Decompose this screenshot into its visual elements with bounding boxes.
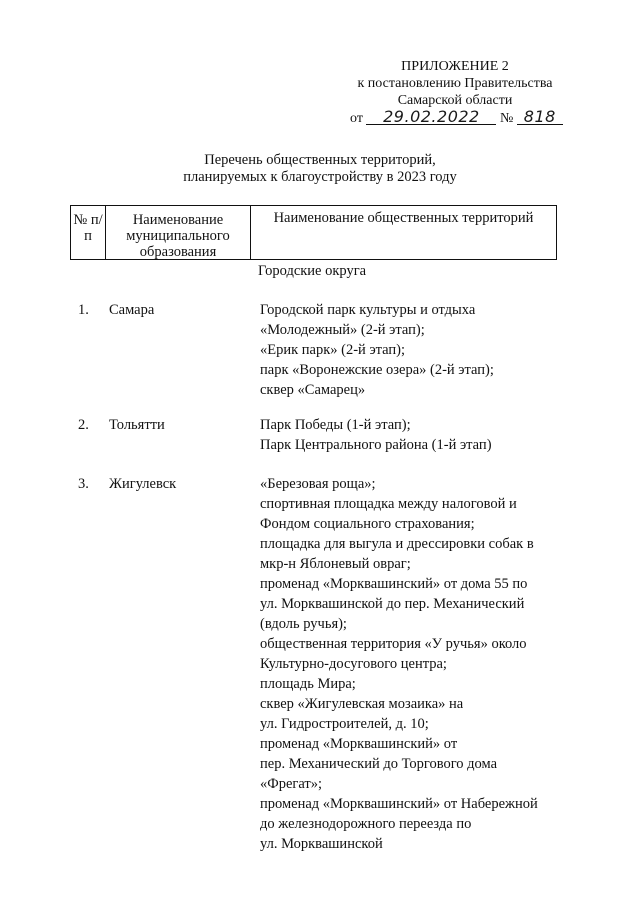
date-prefix: от bbox=[350, 111, 363, 126]
territory-line: ул. Морквашинской bbox=[260, 836, 383, 852]
row-city: Тольятти bbox=[109, 417, 165, 433]
table-header bbox=[70, 205, 557, 260]
territory-line: променад «Морквашинский» от bbox=[260, 736, 458, 752]
territory-line: площадь Мира; bbox=[260, 676, 356, 692]
territory-line: Парк Победы (1-й этап); bbox=[260, 417, 411, 433]
territory-line: пер. Механический до Торгового дома bbox=[260, 756, 498, 772]
row-number: 3. bbox=[78, 476, 89, 492]
territory-line: «Березовая роща»; bbox=[260, 476, 376, 492]
row-number: 1. bbox=[78, 302, 89, 318]
territory-line: спортивная площадка между налоговой и bbox=[260, 496, 517, 512]
appendix-line-2: Самарской области bbox=[397, 93, 513, 108]
header-municipality: Наименование муниципального образования bbox=[106, 206, 251, 259]
header-territories: Наименование общественных территорий bbox=[273, 210, 534, 226]
territory-line: Городской парк культуры и отдыха bbox=[260, 302, 476, 318]
territory-line: мкр-н Яблоневый овраг; bbox=[260, 556, 411, 572]
handwritten-date: 29.02.2022 bbox=[366, 109, 496, 125]
title-line-1: Перечень общественных территорий, bbox=[204, 152, 436, 168]
territory-line: променад «Морквашинский» от дома 55 по bbox=[260, 576, 528, 592]
territory-line: «Фрегат»; bbox=[260, 776, 323, 792]
territory-line: до железнодорожного переезда по bbox=[260, 816, 472, 832]
header-num: № п/п bbox=[71, 206, 106, 259]
appendix-block bbox=[330, 58, 580, 127]
number-prefix: № bbox=[499, 111, 514, 126]
territory-line: парк «Воронежские озера» (2-й этап); bbox=[260, 362, 494, 378]
territory-line: променад «Морквашинский» от Набережной bbox=[260, 796, 538, 812]
row-number: 2. bbox=[78, 417, 89, 433]
territory-line: сквер «Жигулевская мозаика» на bbox=[260, 696, 464, 712]
row-territories bbox=[260, 300, 600, 400]
title-line-2: планируемых к благоустройству в 2023 году bbox=[183, 169, 457, 185]
territory-line: общественная территория «У ручья» около bbox=[260, 636, 527, 652]
territory-line: Культурно-досугового центра; bbox=[260, 656, 447, 672]
territory-line: сквер «Самарец» bbox=[260, 382, 366, 398]
territory-line: Парк Центрального района (1-й этап) bbox=[260, 437, 492, 453]
territory-line: площадка для выгула и дрессировки собак в bbox=[260, 536, 534, 552]
territory-line: Фондом социального страхования; bbox=[260, 516, 475, 532]
territory-line: (вдоль ручья); bbox=[260, 616, 347, 632]
appendix-line-1: к постановлению Правительства bbox=[357, 76, 553, 91]
row-city: Жигулевск bbox=[109, 476, 177, 492]
date-number-line bbox=[330, 109, 580, 127]
handwritten-number: 818 bbox=[517, 109, 563, 125]
appendix-title: ПРИЛОЖЕНИЕ 2 bbox=[401, 59, 509, 74]
territory-line: ул. Морквашинской до пер. Механический bbox=[260, 596, 525, 612]
territory-line: ул. Гидростроителей, д. 10; bbox=[260, 716, 429, 732]
territory-line: «Ерик парк» (2-й этап); bbox=[260, 342, 406, 358]
row-city: Самара bbox=[109, 302, 155, 318]
row-territories bbox=[260, 474, 600, 854]
row-territories bbox=[260, 415, 600, 455]
document-title bbox=[0, 152, 640, 186]
territory-line: «Молодежный» (2-й этап); bbox=[260, 322, 425, 338]
section-title: Городские округа bbox=[258, 263, 367, 279]
